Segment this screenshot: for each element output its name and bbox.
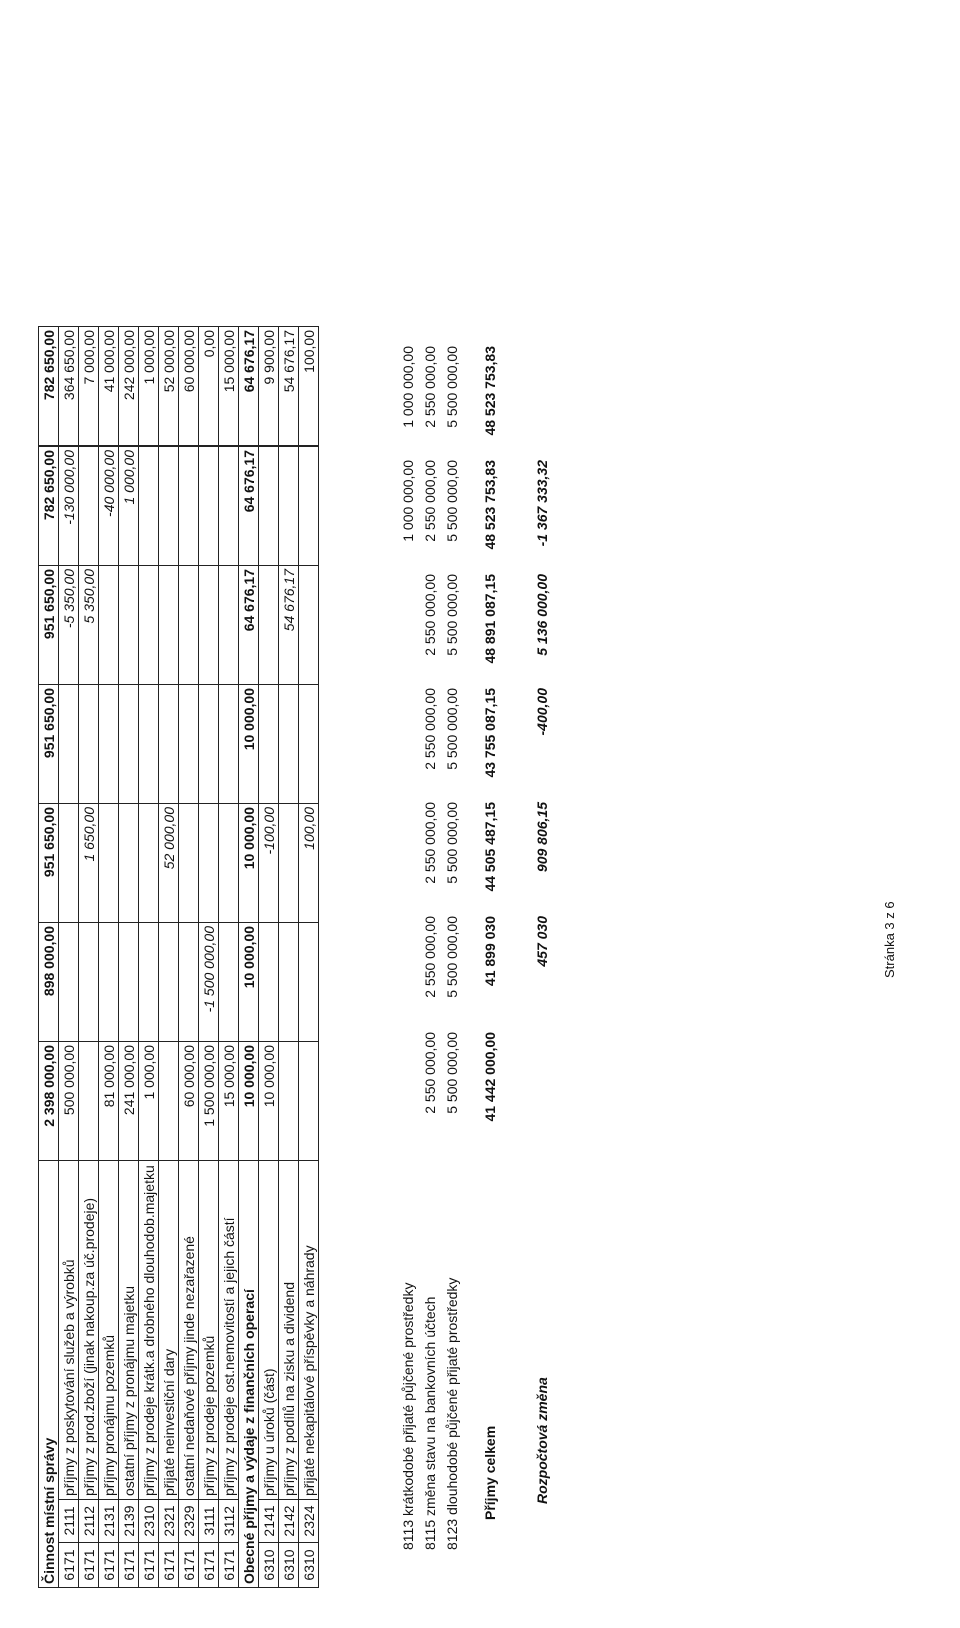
item-code: 2310	[139, 1500, 159, 1543]
amount-cell	[299, 446, 319, 566]
amount-cell: 100,00	[299, 804, 319, 923]
table-row	[279, 327, 299, 1588]
financing-value: 2 550 000,00	[422, 574, 438, 656]
amount-cell: -1 500 000,00	[199, 923, 219, 1042]
item-description: přijaté neinvestiční dary	[159, 1161, 179, 1500]
paragraph-code: 6171	[179, 1543, 199, 1588]
section-total: 2 398 000,00	[39, 1042, 59, 1161]
item-code: 2321	[159, 1500, 179, 1543]
amount-cell	[59, 804, 79, 923]
section-total: 10 000,00	[239, 804, 259, 923]
section-total: 64 676,17	[239, 566, 259, 685]
financing-value: 2 550 000,00	[422, 916, 438, 998]
amount-cell	[279, 804, 299, 923]
amount-cell	[159, 1042, 179, 1161]
item-description: příjmy z prod.zboží (jinak nakoup.za úč.prodeje)	[79, 1161, 99, 1500]
section-header-row	[239, 327, 259, 1588]
amount-cell	[119, 685, 139, 804]
section-header-row	[39, 327, 59, 1588]
budget-change-value: -400,00	[534, 688, 550, 736]
amount-cell	[259, 446, 279, 566]
amount-cell: 241 000,00	[119, 1042, 139, 1161]
section-total: 782 650,00	[39, 446, 59, 566]
financing-label: 8113 krátkodobé přijaté půjčené prostředky	[400, 1282, 416, 1550]
amount-cell: 15 000,00	[219, 1042, 239, 1161]
income-total-value: 41 442 000,00	[482, 1032, 498, 1122]
paragraph-code: 6171	[99, 1543, 119, 1588]
section-title: Činnost místní správy	[39, 1161, 59, 1588]
amount-cell	[279, 923, 299, 1042]
amount-cell	[219, 804, 239, 923]
financing-value: 2 550 000,00	[422, 346, 438, 428]
amount-cell: 0,00	[199, 327, 219, 447]
amount-cell	[199, 566, 219, 685]
amount-cell: 10 000,00	[259, 1042, 279, 1161]
item-code: 2329	[179, 1500, 199, 1543]
amount-cell	[299, 1042, 319, 1161]
table-row	[179, 327, 199, 1588]
item-code: 2139	[119, 1500, 139, 1543]
amount-cell	[139, 804, 159, 923]
item-description: příjmy u úroků (část)	[259, 1161, 279, 1500]
amount-cell: 9 900,00	[259, 327, 279, 447]
income-total-value: 44 505 487,15	[482, 802, 498, 892]
financing-value: 2 550 000,00	[422, 802, 438, 884]
amount-cell	[119, 566, 139, 685]
item-code: 2131	[99, 1500, 119, 1543]
amount-cell	[99, 566, 119, 685]
amount-cell	[219, 685, 239, 804]
financing-value: 1 000 000,00	[400, 346, 416, 428]
item-description: příjmy z podílů na zisku a dividend	[279, 1161, 299, 1500]
table-row	[219, 327, 239, 1588]
financing-value: 5 500 000,00	[444, 346, 460, 428]
amount-cell	[139, 446, 159, 566]
amount-cell	[159, 446, 179, 566]
page-footer: Stránka 3 z 6	[882, 901, 897, 978]
income-total-value: 48 523 753,83	[482, 346, 498, 436]
amount-cell: -5 350,00	[59, 566, 79, 685]
item-code: 2324	[299, 1500, 319, 1543]
item-description: ostatní příjmy z pronájmu majetku	[119, 1161, 139, 1500]
financing-value: 5 500 000,00	[444, 460, 460, 542]
amount-cell: 41 000,00	[99, 327, 119, 447]
amount-cell: 52 000,00	[159, 804, 179, 923]
amount-cell	[219, 566, 239, 685]
amount-cell	[259, 566, 279, 685]
item-description: příjmy z prodeje pozemků	[199, 1161, 219, 1500]
amount-cell: 81 000,00	[99, 1042, 119, 1161]
amount-cell	[219, 923, 239, 1042]
section-total: 951 650,00	[39, 566, 59, 685]
financing-value: 2 550 000,00	[422, 1032, 438, 1114]
amount-cell: 54 676,17	[279, 566, 299, 685]
amount-cell: 15 000,00	[219, 327, 239, 447]
amount-cell	[139, 923, 159, 1042]
financing-value: 1 000 000,00	[400, 460, 416, 542]
item-code: 2141	[259, 1500, 279, 1543]
budget-change-value: 457 030	[534, 916, 550, 967]
amount-cell: -130 000,00	[59, 446, 79, 566]
amount-cell	[159, 685, 179, 804]
amount-cell: 1 000,00	[139, 1042, 159, 1161]
paragraph-code: 6310	[279, 1543, 299, 1588]
amount-cell	[99, 685, 119, 804]
amount-cell: 60 000,00	[179, 1042, 199, 1161]
income-total-value: 48 891 087,15	[482, 574, 498, 664]
amount-cell	[179, 804, 199, 923]
amount-cell: 7 000,00	[79, 327, 99, 447]
section-total: 951 650,00	[39, 804, 59, 923]
item-description: příjmy pronájmu pozemků	[99, 1161, 119, 1500]
amount-cell: 364 650,00	[59, 327, 79, 447]
table-row	[259, 327, 279, 1588]
amount-cell	[59, 923, 79, 1042]
budget-table	[38, 326, 319, 1588]
table-row	[119, 327, 139, 1588]
amount-cell	[179, 923, 199, 1042]
paragraph-code: 6171	[219, 1543, 239, 1588]
section-total: 64 676,17	[239, 327, 259, 447]
amount-cell: 1 650,00	[79, 804, 99, 923]
amount-cell	[199, 804, 219, 923]
amount-cell	[119, 804, 139, 923]
amount-cell: 52 000,00	[159, 327, 179, 447]
item-description: přijaté nekapitálové příspěvky a náhrady	[299, 1161, 319, 1500]
amount-cell	[199, 446, 219, 566]
amount-cell	[139, 566, 159, 685]
item-code: 3111	[199, 1500, 219, 1543]
amount-cell	[59, 685, 79, 804]
section-total: 64 676,17	[239, 446, 259, 566]
item-code: 3112	[219, 1500, 239, 1543]
section-total: 951 650,00	[39, 685, 59, 804]
income-total-value: 41 899 030	[482, 916, 498, 987]
table-row	[99, 327, 119, 1588]
amount-cell: 1 000,00	[139, 327, 159, 447]
table-row	[299, 327, 319, 1588]
financing-value: 2 550 000,00	[422, 688, 438, 770]
financing-label: 8123 dlouhodobé půjčené přijaté prostředky	[444, 1277, 460, 1550]
amount-cell	[99, 804, 119, 923]
table-row	[59, 327, 79, 1588]
financing-value: 5 500 000,00	[444, 1032, 460, 1114]
table-row	[139, 327, 159, 1588]
amount-cell	[99, 923, 119, 1042]
amount-cell	[119, 923, 139, 1042]
amount-cell	[299, 923, 319, 1042]
amount-cell	[79, 923, 99, 1042]
amount-cell: 1 000,00	[119, 446, 139, 566]
paragraph-code: 6171	[119, 1543, 139, 1588]
amount-cell	[159, 923, 179, 1042]
paragraph-code: 6171	[139, 1543, 159, 1588]
item-description: příjmy z poskytování služeb a výrobků	[59, 1161, 79, 1500]
income-total-value: 43 755 087,15	[482, 688, 498, 778]
amount-cell: 500 000,00	[59, 1042, 79, 1161]
amount-cell: -100,00	[259, 804, 279, 923]
amount-cell	[79, 1042, 99, 1161]
paragraph-code: 6310	[299, 1543, 319, 1588]
table-row	[159, 327, 179, 1588]
item-code: 2112	[79, 1500, 99, 1543]
amount-cell	[179, 446, 199, 566]
section-total: 10 000,00	[239, 1042, 259, 1161]
paragraph-code: 6171	[59, 1543, 79, 1588]
amount-cell	[79, 685, 99, 804]
paragraph-code: 6171	[199, 1543, 219, 1588]
amount-cell	[299, 566, 319, 685]
budget-change-value: -1 367 333,32	[534, 460, 550, 547]
amount-cell	[219, 446, 239, 566]
section-total: 10 000,00	[239, 923, 259, 1042]
amount-cell: 242 000,00	[119, 327, 139, 447]
paragraph-code: 6171	[159, 1543, 179, 1588]
financing-label: 8115 změna stavu na bankovních účtech	[422, 1296, 438, 1550]
amount-cell: 54 676,17	[279, 327, 299, 447]
paragraph-code: 6171	[79, 1543, 99, 1588]
financing-value: 5 500 000,00	[444, 916, 460, 998]
financing-value: 2 550 000,00	[422, 460, 438, 542]
item-code: 2142	[279, 1500, 299, 1543]
section-total: 10 000,00	[239, 685, 259, 804]
item-code: 2111	[59, 1500, 79, 1543]
income-total-label: Příjmy celkem	[482, 1425, 498, 1520]
amount-cell	[279, 685, 299, 804]
amount-cell	[299, 685, 319, 804]
amount-cell	[79, 446, 99, 566]
financing-value: 5 500 000,00	[444, 688, 460, 770]
amount-cell	[179, 566, 199, 685]
financing-value: 5 500 000,00	[444, 574, 460, 656]
budget-change-label: Rozpočtová změna	[534, 1377, 550, 1504]
amount-cell	[179, 685, 199, 804]
budget-change-value: 909 806,15	[534, 802, 550, 873]
section-title: Obecné příjmy a výdaje z finančních operací	[239, 1161, 259, 1588]
amount-cell: 60 000,00	[179, 327, 199, 447]
paragraph-code: 6310	[259, 1543, 279, 1588]
item-description: příjmy z prodeje krátk.a drobného dlouhodob.majetku	[139, 1161, 159, 1500]
item-description: ostatní nedaňové příjmy jinde nezařazené	[179, 1161, 199, 1500]
table-row	[199, 327, 219, 1588]
amount-cell	[199, 685, 219, 804]
amount-cell	[139, 685, 159, 804]
amount-cell	[159, 566, 179, 685]
amount-cell: 5 350,00	[79, 566, 99, 685]
amount-cell	[259, 923, 279, 1042]
amount-cell	[259, 685, 279, 804]
section-total: 898 000,00	[39, 923, 59, 1042]
income-total-value: 48 523 753,83	[482, 460, 498, 550]
table-row	[79, 327, 99, 1588]
budget-change-value: 5 136 000,00	[534, 574, 550, 656]
amount-cell: -40 000,00	[99, 446, 119, 566]
amount-cell: 100,00	[299, 327, 319, 447]
section-total: 782 650,00	[39, 327, 59, 447]
item-description: příjmy z prodeje ost.nemovitostí a jejich částí	[219, 1161, 239, 1500]
amount-cell: 1 500 000,00	[199, 1042, 219, 1161]
financing-value: 5 500 000,00	[444, 802, 460, 884]
amount-cell	[279, 1042, 299, 1161]
amount-cell	[279, 446, 299, 566]
